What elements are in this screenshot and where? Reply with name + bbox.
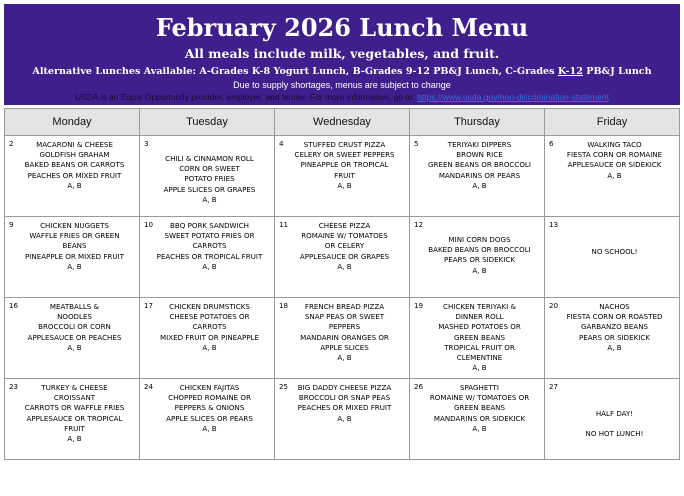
- day-menu: CHICKEN NUGGETS WAFFLE FRIES OR GREEN BEANS PINEAPPLE OR MIXED FRUIT A, B: [25, 221, 124, 271]
- day-number: 12: [414, 220, 424, 229]
- weekday-header: Tuesday: [140, 109, 275, 136]
- day-cell: [545, 136, 680, 217]
- day-number: 2: [9, 139, 14, 148]
- supply-note: Due to supply shortages, menus are subject to change: [233, 80, 451, 90]
- day-number: 13: [549, 220, 559, 229]
- menu-header: [4, 4, 680, 105]
- day-cell: [545, 298, 680, 379]
- day-number: 6: [549, 139, 554, 148]
- day-menu: FRENCH BREAD PIZZA SNAP PEAS OR SWEET PEPPERS MANDARIN ORANGES OR APPLE SLICES A, B: [300, 302, 389, 363]
- day-number: 10: [144, 220, 154, 229]
- day-cell: [275, 217, 410, 298]
- day-menu: CHEESE PIZZA ROMAINE W/ TOMATOES OR CELERY APPLESAUCE OR GRAPES A, B: [299, 221, 390, 271]
- usda-link[interactable]: https://www.usda.gov/non-discrimination-statement: [417, 92, 609, 102]
- day-number: 11: [279, 220, 289, 229]
- day-menu: TURKEY & CHEESE CROISSANT CARROTS OR WAFFLE FRIES APPLESAUCE OR TROPICAL FRUIT A, B: [24, 383, 125, 444]
- day-number: 24: [144, 382, 154, 391]
- weekday-header: Thursday: [410, 109, 545, 136]
- weekday-header: Monday: [5, 109, 140, 136]
- day-menu: HALF DAY! NO HOT LUNCH!: [585, 409, 644, 439]
- day-number: 9: [9, 220, 14, 229]
- weekday-header: Wednesday: [275, 109, 410, 136]
- subtitle: All meals include milk, vegetables, and fruit.: [184, 46, 500, 61]
- day-cell: [275, 136, 410, 217]
- day-cell: [140, 298, 275, 379]
- day-menu: MINI CORN DOGS BAKED BEANS OR BROCCOLI PEARS OR SIDEKICK A, B: [428, 235, 531, 275]
- alt-prefix: Alternative Lunches Available: A-Grades K-8 Yogurt Lunch, B-Grades 9-12 PB&J Lunch, C-Grades: [32, 66, 558, 77]
- day-menu: BBQ PORK SANDWICH SWEET POTATO FRIES OR CARROTS PEACHES OR TROPICAL FRUIT A, B: [156, 221, 263, 271]
- menu-calendar: [4, 108, 680, 460]
- alt-suffix: PB&J Lunch: [582, 66, 652, 77]
- day-number: 26: [414, 382, 424, 391]
- page-title: February 2026 Lunch Menu: [155, 13, 529, 42]
- day-cell: [140, 217, 275, 298]
- day-number: 19: [414, 301, 424, 310]
- weekday-header: Friday: [545, 109, 680, 136]
- week-row: [5, 217, 680, 298]
- day-menu: NACHOS FIESTA CORN OR ROASTED GARBANZO BEANS PEARS OR SIDEKICK A, B: [566, 302, 663, 352]
- day-menu: CHICKEN DRUMSTICKS CHEESE POTATOES OR CARROTS MIXED FRUIT OR PINEAPPLE A, B: [160, 302, 259, 352]
- day-menu: BIG DADDY CHEESE PIZZA BROCCOLI OR SNAP PEAS PEACHES OR MIXED FRUIT A, B: [297, 383, 392, 423]
- day-cell: [140, 379, 275, 460]
- day-menu: MEATBALLS & NOODLES BROCCOLI OR CORN APPLESAUCE OR PEACHES A, B: [27, 302, 122, 352]
- day-menu: STUFFED CRUST PIZZA CELERY OR SWEET PEPPERS PINEAPPLE OR TROPICAL FRUIT A, B: [294, 140, 395, 190]
- usda-text: USDA is an Equal Opportunity provider, employer, and lender. For more information, go to:: [75, 92, 418, 102]
- week-row: [5, 298, 680, 379]
- day-number: 17: [144, 301, 154, 310]
- day-cell: [140, 136, 275, 217]
- day-menu: SPAGHETTI ROMAINE W/ TOMATOES OR GREEN BEANS MANDARINS OR SIDEKICK A, B: [429, 383, 530, 433]
- day-number: 25: [279, 382, 289, 391]
- day-cell: [5, 136, 140, 217]
- day-number: 5: [414, 139, 419, 148]
- day-number: 16: [9, 301, 19, 310]
- day-cell: [545, 217, 680, 298]
- day-number: 18: [279, 301, 289, 310]
- day-menu: CHICKEN FAJITAS CHOPPED ROMAINE OR PEPPERS & ONIONS APPLE SLICES OR PEARS A, B: [166, 383, 253, 433]
- weekday-header-row: [5, 109, 680, 136]
- day-menu: WALKING TACO FIESTA CORN OR ROMAINE APPLESAUCE OR SIDEKICK A, B: [566, 140, 663, 180]
- day-cell: [5, 217, 140, 298]
- week-row: [5, 379, 680, 460]
- day-number: 3: [144, 139, 149, 148]
- day-cell: [5, 379, 140, 460]
- day-menu: TERIYAKI DIPPERS BROWN RICE GREEN BEANS OR BROCCOLI MANDARINS OR PEARS A, B: [428, 140, 531, 190]
- day-number: 20: [549, 301, 559, 310]
- day-menu: CHICKEN TERIYAKI & DINNER ROLL MASHED POTATOES OR GREEN BEANS TROPICAL FRUIT OR CLEMENTINE A, B: [438, 302, 521, 373]
- day-cell: [410, 136, 545, 217]
- day-cell: [410, 379, 545, 460]
- day-cell: [275, 298, 410, 379]
- alt-grades-underlined: K-12: [557, 66, 583, 77]
- day-number: 23: [9, 382, 19, 391]
- day-cell: [410, 298, 545, 379]
- day-menu: CHILI & CINNAMON ROLL CORN OR SWEET POTATO FRIES APPLE SLICES OR GRAPES A, B: [163, 154, 256, 204]
- day-number: 27: [549, 382, 559, 391]
- day-cell: [545, 379, 680, 460]
- day-cell: [410, 217, 545, 298]
- week-row: [5, 136, 680, 217]
- day-number: 4: [279, 139, 284, 148]
- day-menu: MACARONI & CHEESE GOLDFISH GRAHAM BAKED BEANS OR CARROTS PEACHES OR MIXED FRUIT A, B: [24, 140, 125, 190]
- day-menu: NO SCHOOL!: [591, 247, 638, 256]
- day-cell: [5, 298, 140, 379]
- usda-statement: [4, 92, 680, 103]
- day-cell: [275, 379, 410, 460]
- alternative-lunches: [4, 65, 680, 78]
